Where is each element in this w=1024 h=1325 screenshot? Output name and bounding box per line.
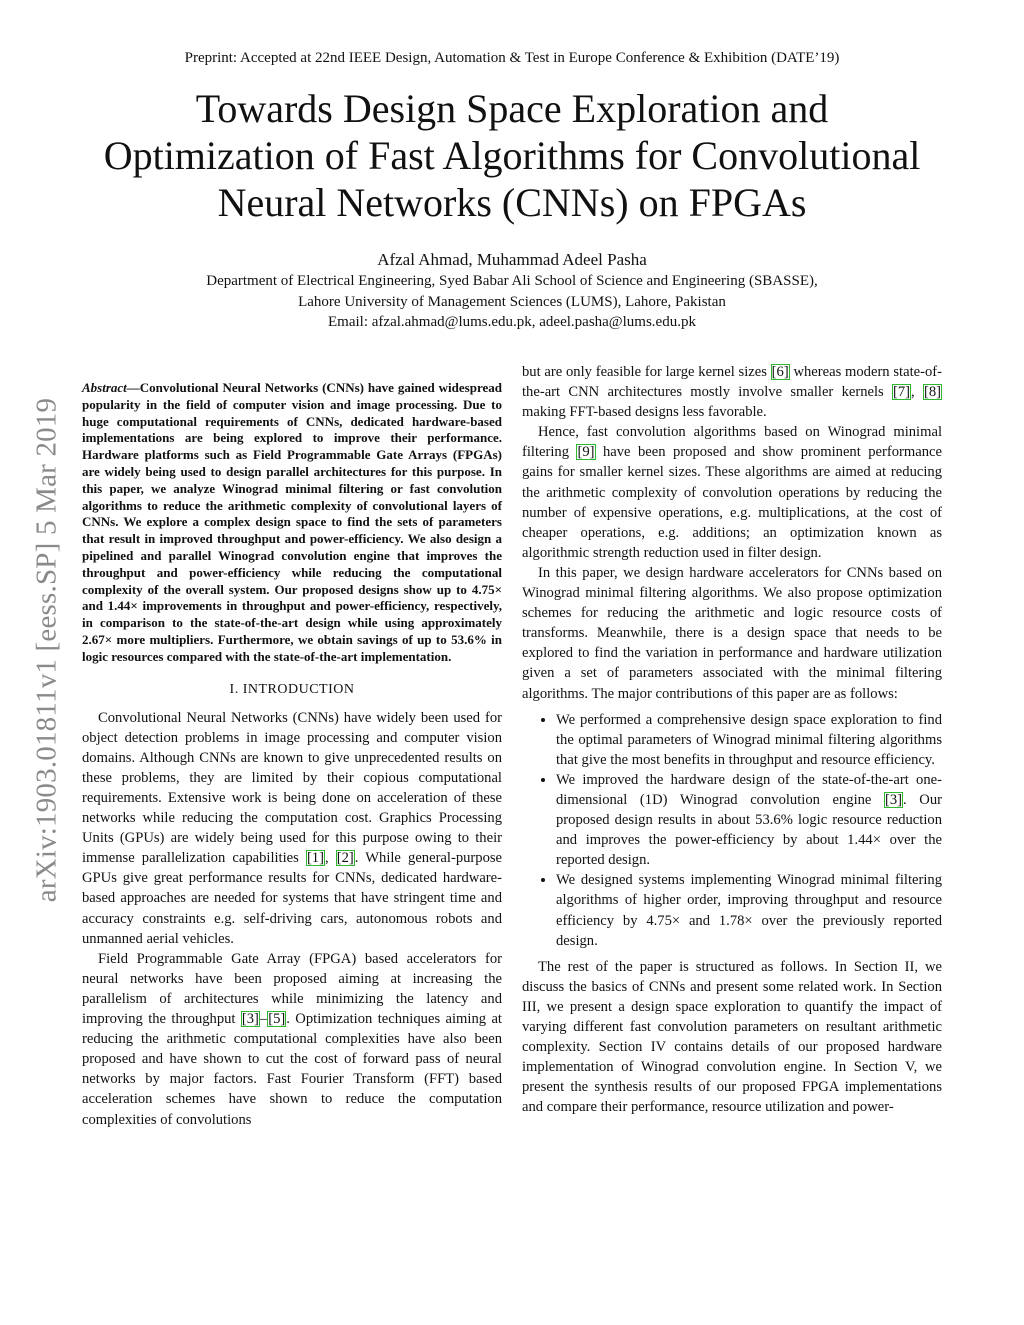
paragraph-text: whereas modern state-of-the-art CNN architectures mostly involve smaller kernels (522, 364, 942, 401)
list-item (556, 770, 942, 870)
intro-paragraph (82, 708, 502, 949)
citation-link[interactable]: [9] (577, 444, 595, 461)
paragraph-text: Hence, fast convolution algorithms based on Winograd minimal filtering (522, 424, 942, 461)
affiliation (0, 271, 1024, 333)
body-paragraph (522, 362, 942, 422)
body-paragraph (522, 422, 942, 563)
contributions-list (522, 710, 942, 951)
affiliation-line: Department of Electrical Engineering, Syed Babar Ali School of Science and Engineering (SBASSE), (206, 273, 818, 289)
citation-link[interactable]: [3] (885, 791, 903, 808)
left-column (82, 380, 502, 1130)
section-heading (82, 680, 502, 700)
arxiv-identifier: arXiv:1903.01811v1 [eess.SP] 5 Mar 2019 (30, 397, 63, 903)
body-paragraph: The rest of the paper is structured as follows. In Section II, we discuss the basics of CNNs and present some related work. In Section III, we present a design space exploration to quantify the impact of varying different fast convolution parameters on resultant arithmetic complexity. Section IV contains details of our proposed hardware implementation of Winograd convolution engine. In Section V, we present the synthesis results of our proposed FPGA implementations and compare their performance, resource utilization and power- (522, 958, 942, 1116)
email-line: Email: afzal.ahmad@lums.edu.pk, adeel.pasha@lums.edu.pk (328, 314, 696, 330)
abstract (82, 380, 502, 666)
title-line: Neural Networks (CNNs) on FPGAs (217, 180, 807, 225)
paragraph-text: . Our proposed design results in about 53.6% logic resource reduction and improves the power-efficiency by about 1.44× over the reported design. (556, 791, 942, 869)
intro-paragraph (82, 949, 502, 1130)
citation-link[interactable]: [6] (771, 364, 789, 380)
paper-title (60, 85, 964, 226)
citation-link[interactable]: [5] (268, 1011, 286, 1028)
list-item: • We performed a comprehensive design space exploration to find the optimal parameters of Winograd minimal filtering algorithms that give the most benefits in throughput and resource efficiency. (556, 710, 942, 770)
title-line: Optimization of Fast Algorithms for Convolutional (103, 133, 921, 178)
paragraph-text: . Optimization techniques aiming at reducing the arithmetic computational complexities have also been proposed and have shown to cut the cost of forward pass of neural networks by major factors. Fast Fourier Transform (FFT) based acceleration schemes have shown to reduce the computation complexities of convolutions (82, 1011, 502, 1128)
citation-link[interactable]: [1] (306, 850, 324, 867)
authors: Afzal Ahmad, Muhammad Adeel Pasha (377, 250, 647, 269)
paragraph-text: but are only feasible for large kernel sizes (522, 364, 771, 380)
paragraph-text: . While general-purpose GPUs give great performance results for CNNs, dedicated hardware-based approaches are needed for systems that have stringent time and accuracy constraints e.g. self-driving cars, autonomous robots and unmanned aerial vehicles. (82, 850, 503, 947)
right-column (522, 362, 942, 1117)
paragraph-text: Convolutional Neural Networks (CNNs) have widely been used for object detection problems in image processing and computer vision domains. Although CNNs are known to give unprecedented results on these problems, they are limited by their copious computational requirements. Extensive work is being done on acceleration of these networks while reducing the computation cost. Graphics Processing Units (GPUs) are widely being used for this purpose owing to their immense parallelization capabilities (82, 709, 502, 867)
paragraph-text: have been proposed and show prominent performance gains for smaller kernel sizes. These algorithms are aimed at reducing the arithmetic complexity of convolution operations by reducing the number of expensive operations, e.g. multiplications, at the cost of cheaper operations, e.g. additions; an optimization known as algorithmic strength reduction used in filter design. (522, 444, 942, 561)
list-item: • We designed systems implementing Winograd minimal filtering algorithms of higher order, improving throughput and resource efficiency by 4.75× and 1.78× over the previously reported design. (556, 870, 942, 950)
citation-link[interactable]: [3] (241, 1011, 259, 1028)
title-line: Towards Design Space Exploration and (195, 86, 829, 131)
arxiv-sidebar (32, 350, 62, 950)
abstract-text: Convolutional Neural Networks (CNNs) have gained widespread popularity in the field of computer vision and image processing. Due to huge computational requirements of CNNs, dedicated hardware-based implementations are being explored to improve their performance. Hardware platforms such as Field Programmable Gate Arrays (FPGAs) are widely being used to design parallel architectures for this purpose. In this paper, we analyze Winograd minimal filtering or fast convolution algorithms to reduce the arithmetic complexity of convolutional layers of CNNs. We explore a complex design space to find the sets of parameters that result in improved throughput and power-efficiency. We also design a pipelined and parallel Winograd convolution engine that improves the throughput and power-efficiency while reducing the computational complexity of the overall system. Our proposed designs show up to 4.75× and 1.44× improvements in throughput and power-efficiency, respectively, in comparison to the state-of-the-art design while using approximately 2.67× more multipliers. Furthermore, we obtain savings of up to 53.6% in logic resources compared with the state-of-the-art implementation. (82, 380, 502, 664)
paragraph-text: Field Programmable Gate Array (FPGA) based accelerators for neural networks have been proposed aiming at increasing the parallelism of architectures while minimizing the latency and improving the throughput (82, 950, 502, 1028)
paragraph-text: – (259, 1011, 268, 1028)
citation-link[interactable]: [2] (336, 850, 354, 867)
paragraph-text: We improved the hardware design of the state-of-the-art one-dimensional (1D) Winograd convolution engine (556, 771, 942, 808)
paragraph-text: , (911, 384, 923, 401)
abstract-label: Abstract— (82, 380, 140, 395)
citation-link[interactable]: [8] (923, 384, 941, 401)
paragraph-text: making FFT-based designs less favorable. (522, 404, 767, 421)
section-number: I. (229, 681, 243, 697)
body-paragraph: In this paper, we design hardware accelerators for CNNs based on Winograd minimal filtering algorithms. We also propose optimization schemes for reducing the arithmetic and logic resource costs of transforms. Meanwhile, there is a design space that needs to be explored to find the variation in performance and hardware utilization given a set of parameters associated with the minimal filtering algorithms. The major contributions of this paper are as follows: (522, 564, 942, 702)
preprint-note: Preprint: Accepted at 22nd IEEE Design, Automation & Test in Europe Conference & Exhibition (DATE’19) (184, 50, 840, 66)
affiliation-line: Lahore University of Management Sciences (LUMS), Lahore, Pakistan (298, 293, 726, 310)
citation-link[interactable]: [7] (893, 384, 911, 401)
paragraph-text: , (324, 850, 336, 867)
section-title: INTRODUCTION (242, 681, 355, 697)
